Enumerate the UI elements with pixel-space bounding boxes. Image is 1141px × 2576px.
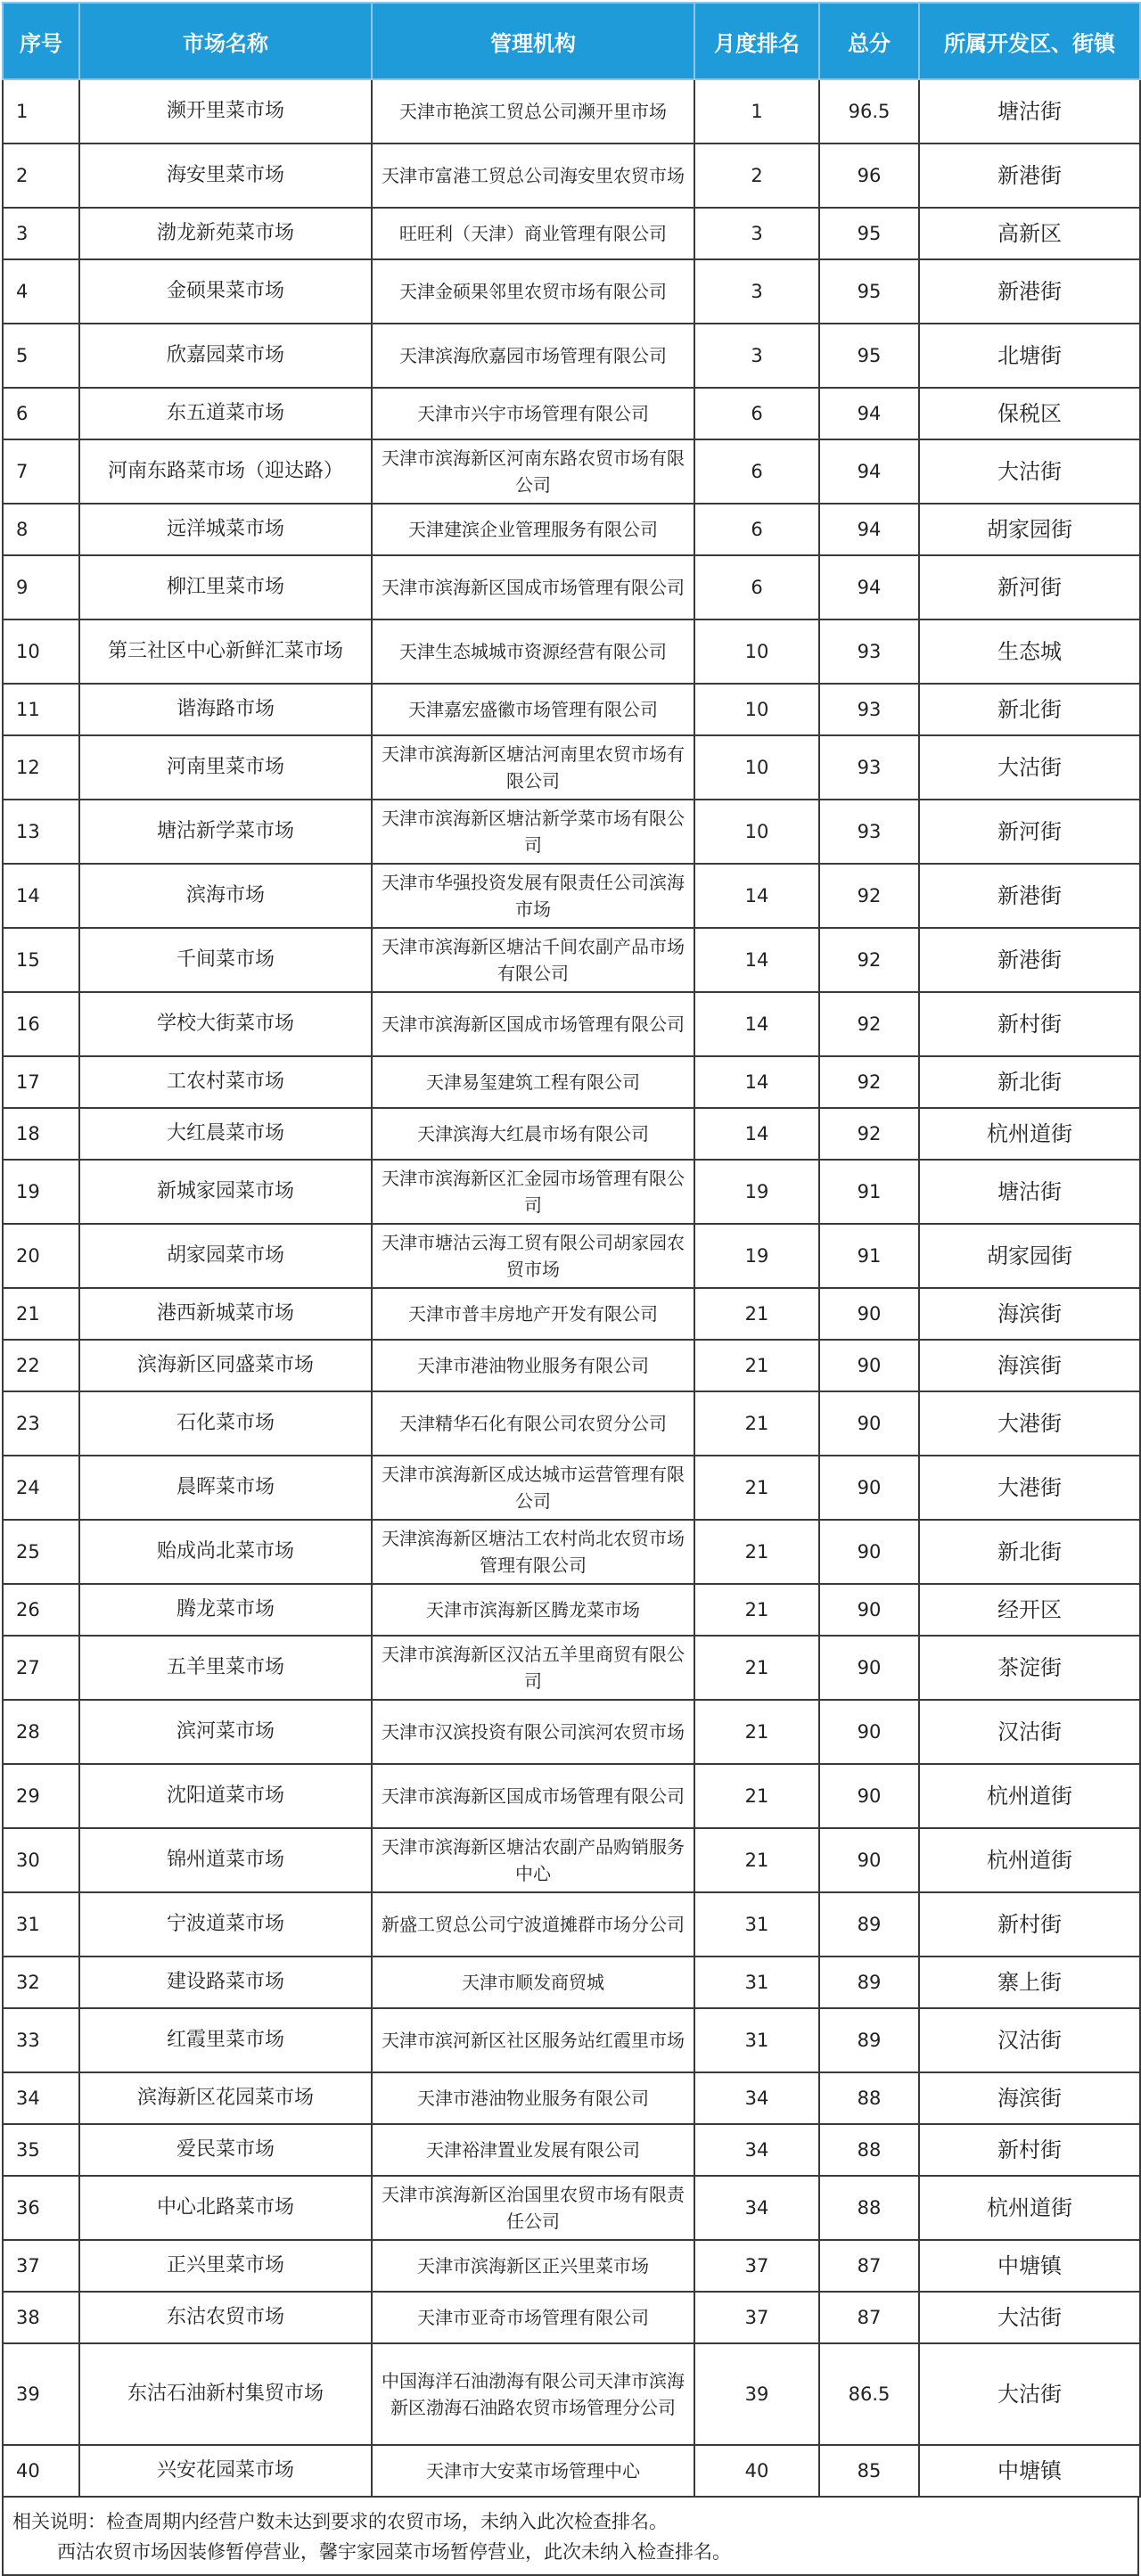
management-org: 天津市滨海新区塘沽千间农副产品市场有限公司 — [372, 928, 694, 992]
monthly-rank: 6 — [694, 388, 819, 439]
management-org: 天津市艳滨工贸总公司濒开里市场 — [372, 79, 694, 144]
market-name: 滨海新区同盛菜市场 — [79, 1340, 372, 1391]
row-index: 16 — [3, 992, 79, 1056]
row-index: 31 — [3, 1892, 79, 1957]
market-name: 滨海市场 — [79, 864, 372, 928]
table-row — [3, 928, 1140, 992]
total-score: 87 — [819, 2240, 919, 2292]
row-index: 32 — [3, 1957, 79, 2008]
monthly-rank: 34 — [694, 2176, 819, 2240]
table-row — [3, 1957, 1140, 2008]
monthly-rank: 21 — [694, 1764, 819, 1828]
monthly-rank: 19 — [694, 1224, 819, 1288]
notes-box — [2, 2498, 1139, 2576]
market-name: 柳江里菜市场 — [79, 555, 372, 619]
total-score: 88 — [819, 2176, 919, 2240]
row-index: 40 — [3, 2445, 79, 2497]
monthly-rank: 19 — [694, 1160, 819, 1224]
total-score: 89 — [819, 1892, 919, 1957]
market-name: 腾龙菜市场 — [79, 1584, 372, 1636]
district: 新河街 — [919, 555, 1140, 619]
district: 新港街 — [919, 259, 1140, 324]
district: 大沽街 — [919, 2292, 1140, 2343]
market-name: 港西新城菜市场 — [79, 1288, 372, 1340]
market-name: 谐海路市场 — [79, 684, 372, 735]
district: 北塘街 — [919, 324, 1140, 388]
district: 新北街 — [919, 684, 1140, 735]
management-org: 天津市塘沽云海工贸有限公司胡家园农贸市场 — [372, 1224, 694, 1288]
management-org: 天津市滨海新区国成市场管理有限公司 — [372, 555, 694, 619]
market-name: 新城家园菜市场 — [79, 1160, 372, 1224]
management-org: 天津市普丰房地产开发有限公司 — [372, 1288, 694, 1340]
row-index: 33 — [3, 2008, 79, 2072]
district: 塘沽街 — [919, 1160, 1140, 1224]
management-org: 天津市港油物业服务有限公司 — [372, 2072, 694, 2124]
table-row — [3, 684, 1140, 735]
header-management-org: 管理机构 — [372, 3, 694, 79]
market-name: 河南里菜市场 — [79, 735, 372, 800]
total-score: 94 — [819, 439, 919, 504]
table-row — [3, 208, 1140, 259]
monthly-rank: 21 — [694, 1584, 819, 1636]
management-org: 天津市顺发商贸城 — [372, 1957, 694, 2008]
row-index: 21 — [3, 1288, 79, 1340]
monthly-rank: 39 — [694, 2343, 819, 2445]
monthly-rank: 2 — [694, 144, 819, 208]
management-org: 新盛工贸总公司宁波道摊群市场分公司 — [372, 1892, 694, 1957]
market-name: 大红晨菜市场 — [79, 1108, 372, 1160]
row-index: 6 — [3, 388, 79, 439]
district: 海滨街 — [919, 1340, 1140, 1391]
monthly-rank: 40 — [694, 2445, 819, 2497]
row-index: 36 — [3, 2176, 79, 2240]
total-score: 90 — [819, 1340, 919, 1391]
market-name: 塘沽新学菜市场 — [79, 800, 372, 864]
monthly-rank: 37 — [694, 2240, 819, 2292]
total-score: 90 — [819, 1520, 919, 1584]
district: 汉沽街 — [919, 2008, 1140, 2072]
monthly-rank: 31 — [694, 2008, 819, 2072]
monthly-rank: 10 — [694, 684, 819, 735]
district: 胡家园街 — [919, 1224, 1140, 1288]
table-row — [3, 2124, 1140, 2176]
total-score: 96 — [819, 144, 919, 208]
header-index: 序号 — [3, 3, 79, 79]
monthly-rank: 14 — [694, 864, 819, 928]
market-name: 千间菜市场 — [79, 928, 372, 992]
district: 新北街 — [919, 1520, 1140, 1584]
monthly-rank: 14 — [694, 928, 819, 992]
row-index: 30 — [3, 1828, 79, 1892]
total-score: 93 — [819, 735, 919, 800]
table-row — [3, 1584, 1140, 1636]
monthly-rank: 6 — [694, 439, 819, 504]
district: 汉沽街 — [919, 1700, 1140, 1764]
management-org: 天津市大安菜市场管理中心 — [372, 2445, 694, 2497]
row-index: 1 — [3, 79, 79, 144]
district: 杭州道街 — [919, 1828, 1140, 1892]
note-line-2: 西沽农贸市场因装修暂停营业，馨宇家园菜市场暂停营业，此次未纳入检查排名。 — [57, 2541, 731, 2563]
district: 保税区 — [919, 388, 1140, 439]
table-row — [3, 2008, 1140, 2072]
market-name: 晨晖菜市场 — [79, 1456, 372, 1520]
table-row — [3, 1700, 1140, 1764]
row-index: 3 — [3, 208, 79, 259]
market-name: 东沽农贸市场 — [79, 2292, 372, 2343]
district: 经开区 — [919, 1584, 1140, 1636]
management-org: 天津市滨海新区国成市场管理有限公司 — [372, 992, 694, 1056]
row-index: 28 — [3, 1700, 79, 1764]
table-row — [3, 1108, 1140, 1160]
management-org: 天津市富港工贸总公司海安里农贸市场 — [372, 144, 694, 208]
market-name: 金硕果菜市场 — [79, 259, 372, 324]
row-index: 9 — [3, 555, 79, 619]
monthly-rank: 34 — [694, 2124, 819, 2176]
management-org: 天津滨海新区塘沽工农村尚北农贸市场管理有限公司 — [372, 1520, 694, 1584]
market-name: 锦州道菜市场 — [79, 1828, 372, 1892]
total-score: 90 — [819, 1391, 919, 1456]
total-score: 93 — [819, 619, 919, 684]
monthly-rank: 21 — [694, 1700, 819, 1764]
district: 高新区 — [919, 208, 1140, 259]
total-score: 92 — [819, 1056, 919, 1108]
table-row — [3, 2292, 1140, 2343]
monthly-rank: 3 — [694, 208, 819, 259]
monthly-rank: 21 — [694, 1288, 819, 1340]
market-name: 河南东路菜市场（迎达路） — [79, 439, 372, 504]
table-row — [3, 1160, 1140, 1224]
market-name: 兴安花园菜市场 — [79, 2445, 372, 2497]
market-name: 工农村菜市场 — [79, 1056, 372, 1108]
row-index: 34 — [3, 2072, 79, 2124]
monthly-rank: 21 — [694, 1636, 819, 1700]
market-name: 红霞里菜市场 — [79, 2008, 372, 2072]
total-score: 94 — [819, 555, 919, 619]
management-org: 天津市汉滨投资有限公司滨河农贸市场 — [372, 1700, 694, 1764]
management-org: 天津滨海大红晨市场有限公司 — [372, 1108, 694, 1160]
district: 大沽街 — [919, 735, 1140, 800]
row-index: 11 — [3, 684, 79, 735]
district: 新村街 — [919, 2124, 1140, 2176]
table-row — [3, 864, 1140, 928]
note-line-1: 相关说明：检查周期内经营户数未达到要求的农贸市场，未纳入此次检查排名。 — [12, 2511, 668, 2532]
monthly-rank: 14 — [694, 1056, 819, 1108]
management-org: 天津嘉宏盛徽市场管理有限公司 — [372, 684, 694, 735]
management-org: 天津市滨海新区塘沽河南里农贸市场有限公司 — [372, 735, 694, 800]
market-name: 滨海新区花园菜市场 — [79, 2072, 372, 2124]
district: 塘沽街 — [919, 79, 1140, 144]
total-score: 94 — [819, 388, 919, 439]
header-market-name: 市场名称 — [79, 3, 372, 79]
monthly-rank: 21 — [694, 1456, 819, 1520]
row-index: 10 — [3, 619, 79, 684]
market-name: 东五道菜市场 — [79, 388, 372, 439]
total-score: 92 — [819, 1108, 919, 1160]
total-score: 91 — [819, 1160, 919, 1224]
market-name: 欣嘉园菜市场 — [79, 324, 372, 388]
table-row — [3, 259, 1140, 324]
total-score: 87 — [819, 2292, 919, 2343]
total-score: 95 — [819, 259, 919, 324]
district: 新村街 — [919, 992, 1140, 1056]
row-index: 18 — [3, 1108, 79, 1160]
management-org: 天津市滨海新区塘沽新学菜市场有限公司 — [372, 800, 694, 864]
district: 中塘镇 — [919, 2240, 1140, 2292]
market-name: 建设路菜市场 — [79, 1957, 372, 2008]
management-org: 天津裕津置业发展有限公司 — [372, 2124, 694, 2176]
table-row — [3, 1056, 1140, 1108]
district: 新港街 — [919, 928, 1140, 992]
district: 寨上街 — [919, 1957, 1140, 2008]
monthly-rank: 37 — [694, 2292, 819, 2343]
monthly-rank: 10 — [694, 800, 819, 864]
total-score: 89 — [819, 1957, 919, 2008]
monthly-rank: 14 — [694, 1108, 819, 1160]
table-row — [3, 144, 1140, 208]
total-score: 94 — [819, 504, 919, 555]
management-org: 天津精华石化有限公司农贸分公司 — [372, 1391, 694, 1456]
table-row — [3, 1288, 1140, 1340]
total-score: 90 — [819, 1764, 919, 1828]
row-index: 15 — [3, 928, 79, 992]
district: 中塘镇 — [919, 2445, 1140, 2497]
table-row — [3, 1456, 1140, 1520]
management-org: 天津市滨海新区汇金园市场管理有限公司 — [372, 1160, 694, 1224]
market-name: 沈阳道菜市场 — [79, 1764, 372, 1828]
district: 杭州道街 — [919, 1764, 1140, 1828]
row-index: 4 — [3, 259, 79, 324]
row-index: 25 — [3, 1520, 79, 1584]
monthly-rank: 34 — [694, 2072, 819, 2124]
management-org: 天津建滨企业管理服务有限公司 — [372, 504, 694, 555]
market-ranking-table — [2, 2, 1141, 2498]
management-org: 天津市滨海新区治国里农贸市场有限责任公司 — [372, 2176, 694, 2240]
header-monthly-rank: 月度排名 — [694, 3, 819, 79]
monthly-rank: 14 — [694, 992, 819, 1056]
row-index: 24 — [3, 1456, 79, 1520]
management-org: 天津市滨海新区国成市场管理有限公司 — [372, 1764, 694, 1828]
district: 大沽街 — [919, 439, 1140, 504]
management-org: 天津市亚奇市场管理有限公司 — [372, 2292, 694, 2343]
monthly-rank: 21 — [694, 1340, 819, 1391]
total-score: 96.5 — [819, 79, 919, 144]
monthly-rank: 6 — [694, 555, 819, 619]
monthly-rank: 21 — [694, 1520, 819, 1584]
row-index: 17 — [3, 1056, 79, 1108]
management-org: 天津市滨海新区腾龙菜市场 — [372, 1584, 694, 1636]
table-row — [3, 2072, 1140, 2124]
market-name: 胡家园菜市场 — [79, 1224, 372, 1288]
table-row — [3, 619, 1140, 684]
row-index: 22 — [3, 1340, 79, 1391]
market-name: 宁波道菜市场 — [79, 1892, 372, 1957]
management-org: 天津市滨海新区塘沽农副产品购销服务中心 — [372, 1828, 694, 1892]
management-org: 天津市滨海新区汉沽五羊里商贸有限公司 — [372, 1636, 694, 1700]
district: 新村街 — [919, 1892, 1140, 1957]
row-index: 23 — [3, 1391, 79, 1456]
table-row — [3, 992, 1140, 1056]
table-row — [3, 439, 1140, 504]
monthly-rank: 31 — [694, 1892, 819, 1957]
total-score: 95 — [819, 324, 919, 388]
ranking-sheet — [2, 2, 1139, 2576]
market-name: 渤龙新苑菜市场 — [79, 208, 372, 259]
total-score: 86.5 — [819, 2343, 919, 2445]
total-score: 91 — [819, 1224, 919, 1288]
market-name: 正兴里菜市场 — [79, 2240, 372, 2292]
monthly-rank: 21 — [694, 1828, 819, 1892]
district: 大沽街 — [919, 2343, 1140, 2445]
management-org: 天津滨海欣嘉园市场管理有限公司 — [372, 324, 694, 388]
row-index: 5 — [3, 324, 79, 388]
table-row — [3, 1892, 1140, 1957]
management-org: 旺旺利（天津）商业管理有限公司 — [372, 208, 694, 259]
total-score: 90 — [819, 1288, 919, 1340]
management-org: 天津市兴宇市场管理有限公司 — [372, 388, 694, 439]
total-score: 90 — [819, 1584, 919, 1636]
district: 海滨街 — [919, 2072, 1140, 2124]
row-index: 8 — [3, 504, 79, 555]
header-total-score: 总分 — [819, 3, 919, 79]
table-row — [3, 324, 1140, 388]
market-name: 五羊里菜市场 — [79, 1636, 372, 1700]
total-score: 88 — [819, 2124, 919, 2176]
monthly-rank: 10 — [694, 619, 819, 684]
table-row — [3, 504, 1140, 555]
monthly-rank: 3 — [694, 324, 819, 388]
market-name: 远洋城菜市场 — [79, 504, 372, 555]
management-org: 天津生态城城市资源经营有限公司 — [372, 619, 694, 684]
market-name: 石化菜市场 — [79, 1391, 372, 1456]
table-row — [3, 1764, 1140, 1828]
market-name: 海安里菜市场 — [79, 144, 372, 208]
management-org: 天津市港油物业服务有限公司 — [372, 1340, 694, 1391]
table-body — [3, 79, 1140, 2497]
district: 大港街 — [919, 1391, 1140, 1456]
management-org: 中国海洋石油渤海有限公司天津市滨海新区渤海石油路农贸市场管理分公司 — [372, 2343, 694, 2445]
header-row — [3, 3, 1140, 79]
monthly-rank: 10 — [694, 735, 819, 800]
monthly-rank: 1 — [694, 79, 819, 144]
row-index: 2 — [3, 144, 79, 208]
management-org: 天津市滨河新区社区服务站红霞里市场 — [372, 2008, 694, 2072]
management-org: 天津市滨海新区成达城市运营管理有限公司 — [372, 1456, 694, 1520]
district: 杭州道街 — [919, 1108, 1140, 1160]
market-name: 濒开里菜市场 — [79, 79, 372, 144]
row-index: 7 — [3, 439, 79, 504]
market-name: 爱民菜市场 — [79, 2124, 372, 2176]
table-row — [3, 2343, 1140, 2445]
market-name: 贻成尚北菜市场 — [79, 1520, 372, 1584]
market-name: 第三社区中心新鲜汇菜市场 — [79, 619, 372, 684]
row-index: 13 — [3, 800, 79, 864]
row-index: 38 — [3, 2292, 79, 2343]
total-score: 93 — [819, 684, 919, 735]
row-index: 12 — [3, 735, 79, 800]
row-index: 20 — [3, 1224, 79, 1288]
management-org: 天津市滨海新区河南东路农贸市场有限公司 — [372, 439, 694, 504]
table-row — [3, 1636, 1140, 1700]
table-row — [3, 555, 1140, 619]
market-name: 东沽石油新村集贸市场 — [79, 2343, 372, 2445]
total-score: 89 — [819, 2008, 919, 2072]
management-org: 天津金硕果邻里农贸市场有限公司 — [372, 259, 694, 324]
table-row — [3, 1520, 1140, 1584]
monthly-rank: 21 — [694, 1391, 819, 1456]
table-row — [3, 1224, 1140, 1288]
row-index: 35 — [3, 2124, 79, 2176]
monthly-rank: 3 — [694, 259, 819, 324]
total-score: 95 — [819, 208, 919, 259]
monthly-rank: 31 — [694, 1957, 819, 2008]
market-name: 学校大街菜市场 — [79, 992, 372, 1056]
table-row — [3, 1340, 1140, 1391]
table-row — [3, 2176, 1140, 2240]
district: 大港街 — [919, 1456, 1140, 1520]
total-score: 90 — [819, 1700, 919, 1764]
total-score: 90 — [819, 1456, 919, 1520]
total-score: 92 — [819, 992, 919, 1056]
management-org: 天津市华强投资发展有限责任公司滨海市场 — [372, 864, 694, 928]
total-score: 93 — [819, 800, 919, 864]
district: 新港街 — [919, 864, 1140, 928]
district: 新河街 — [919, 800, 1140, 864]
monthly-rank: 6 — [694, 504, 819, 555]
district: 海滨街 — [919, 1288, 1140, 1340]
district: 生态城 — [919, 619, 1140, 684]
row-index: 19 — [3, 1160, 79, 1224]
total-score: 90 — [819, 1828, 919, 1892]
table-row — [3, 800, 1140, 864]
total-score: 88 — [819, 2072, 919, 2124]
row-index: 27 — [3, 1636, 79, 1700]
table-row — [3, 1391, 1140, 1456]
row-index: 26 — [3, 1584, 79, 1636]
total-score: 85 — [819, 2445, 919, 2497]
district: 新北街 — [919, 1056, 1140, 1108]
table-row — [3, 2445, 1140, 2497]
management-org: 天津市滨海新区正兴里菜市场 — [372, 2240, 694, 2292]
district: 胡家园街 — [919, 504, 1140, 555]
market-name: 中心北路菜市场 — [79, 2176, 372, 2240]
table-row — [3, 735, 1140, 800]
management-org: 天津易玺建筑工程有限公司 — [372, 1056, 694, 1108]
table-row — [3, 79, 1140, 144]
district: 茶淀街 — [919, 1636, 1140, 1700]
total-score: 92 — [819, 928, 919, 992]
total-score: 92 — [819, 864, 919, 928]
row-index: 14 — [3, 864, 79, 928]
district: 新港街 — [919, 144, 1140, 208]
market-name: 滨河菜市场 — [79, 1700, 372, 1764]
table-row — [3, 388, 1140, 439]
header-district: 所属开发区、街镇 — [919, 3, 1140, 79]
row-index: 37 — [3, 2240, 79, 2292]
total-score: 90 — [819, 1636, 919, 1700]
row-index: 29 — [3, 1764, 79, 1828]
table-row — [3, 2240, 1140, 2292]
row-index: 39 — [3, 2343, 79, 2445]
district: 杭州道街 — [919, 2176, 1140, 2240]
table-row — [3, 1828, 1140, 1892]
